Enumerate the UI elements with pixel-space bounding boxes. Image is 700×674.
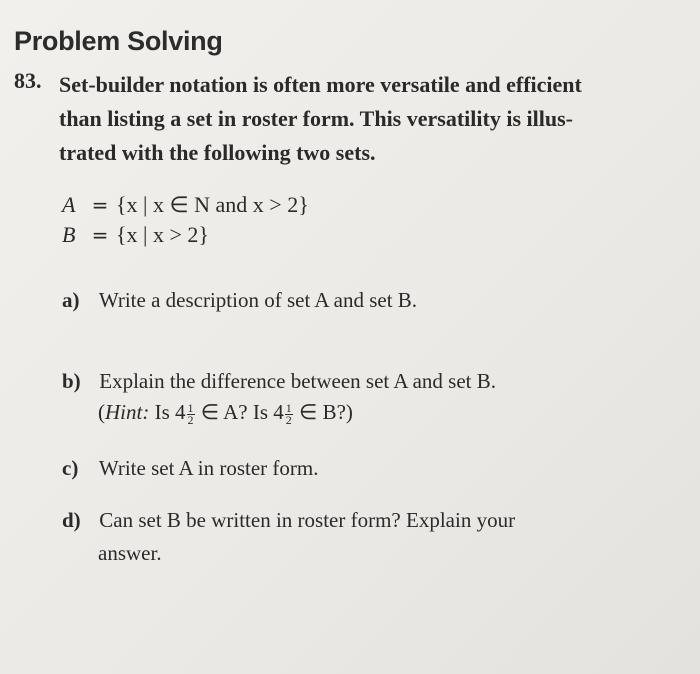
set-builder: {x | x ∈ N and x > 2} [116, 192, 309, 217]
hint-open-paren: ( [98, 400, 105, 424]
numerator: 1 [285, 400, 292, 415]
part-c [62, 456, 318, 481]
part-a [62, 288, 417, 313]
section-heading: Problem Solving [14, 26, 223, 56]
hint-q2-prefix: Is 4 [252, 400, 284, 424]
part-d-continuation: answer. [98, 541, 162, 565]
part-d [62, 508, 515, 533]
intro-line: Set-builder notation is often more versatile and efficient [59, 72, 582, 97]
part-b-hint [98, 400, 353, 426]
part-text: Can set B be written in roster form? Explain your [99, 508, 516, 532]
set-name: A [62, 192, 76, 217]
set-name: B [62, 222, 76, 247]
denominator: 2 [187, 412, 194, 427]
part-label: c) [62, 456, 79, 480]
set-definitions [62, 192, 309, 252]
hint-q2-suffix: ∈ B?) [299, 400, 353, 424]
equals-sign: = [91, 223, 109, 247]
equals-sign: = [91, 193, 109, 217]
part-b [62, 369, 496, 394]
set-a-definition [62, 192, 309, 222]
hint-word: Hint: [105, 400, 150, 424]
fraction-one-half [187, 400, 195, 427]
fraction-one-half [285, 400, 293, 427]
part-text: Write a description of set A and set B. [98, 288, 418, 312]
intro-line: trated with the following two sets. [59, 140, 376, 165]
problem-number: 83. [14, 68, 42, 93]
problem-intro [59, 68, 659, 170]
part-label: b) [62, 369, 81, 393]
part-label: d) [62, 508, 81, 532]
denominator: 2 [285, 412, 292, 427]
set-builder: {x | x > 2} [116, 222, 209, 247]
hint-q1-suffix: ∈ A? [200, 400, 248, 424]
part-label: a) [62, 288, 80, 312]
intro-line: than listing a set in roster form. This versatility is illus- [59, 106, 573, 131]
set-b-definition [62, 222, 309, 252]
part-text: Explain the difference between set A and set B. [99, 369, 496, 393]
hint-q1-prefix: Is 4 [154, 400, 186, 424]
numerator: 1 [187, 400, 194, 415]
part-text: Write set A in roster form. [98, 456, 319, 480]
